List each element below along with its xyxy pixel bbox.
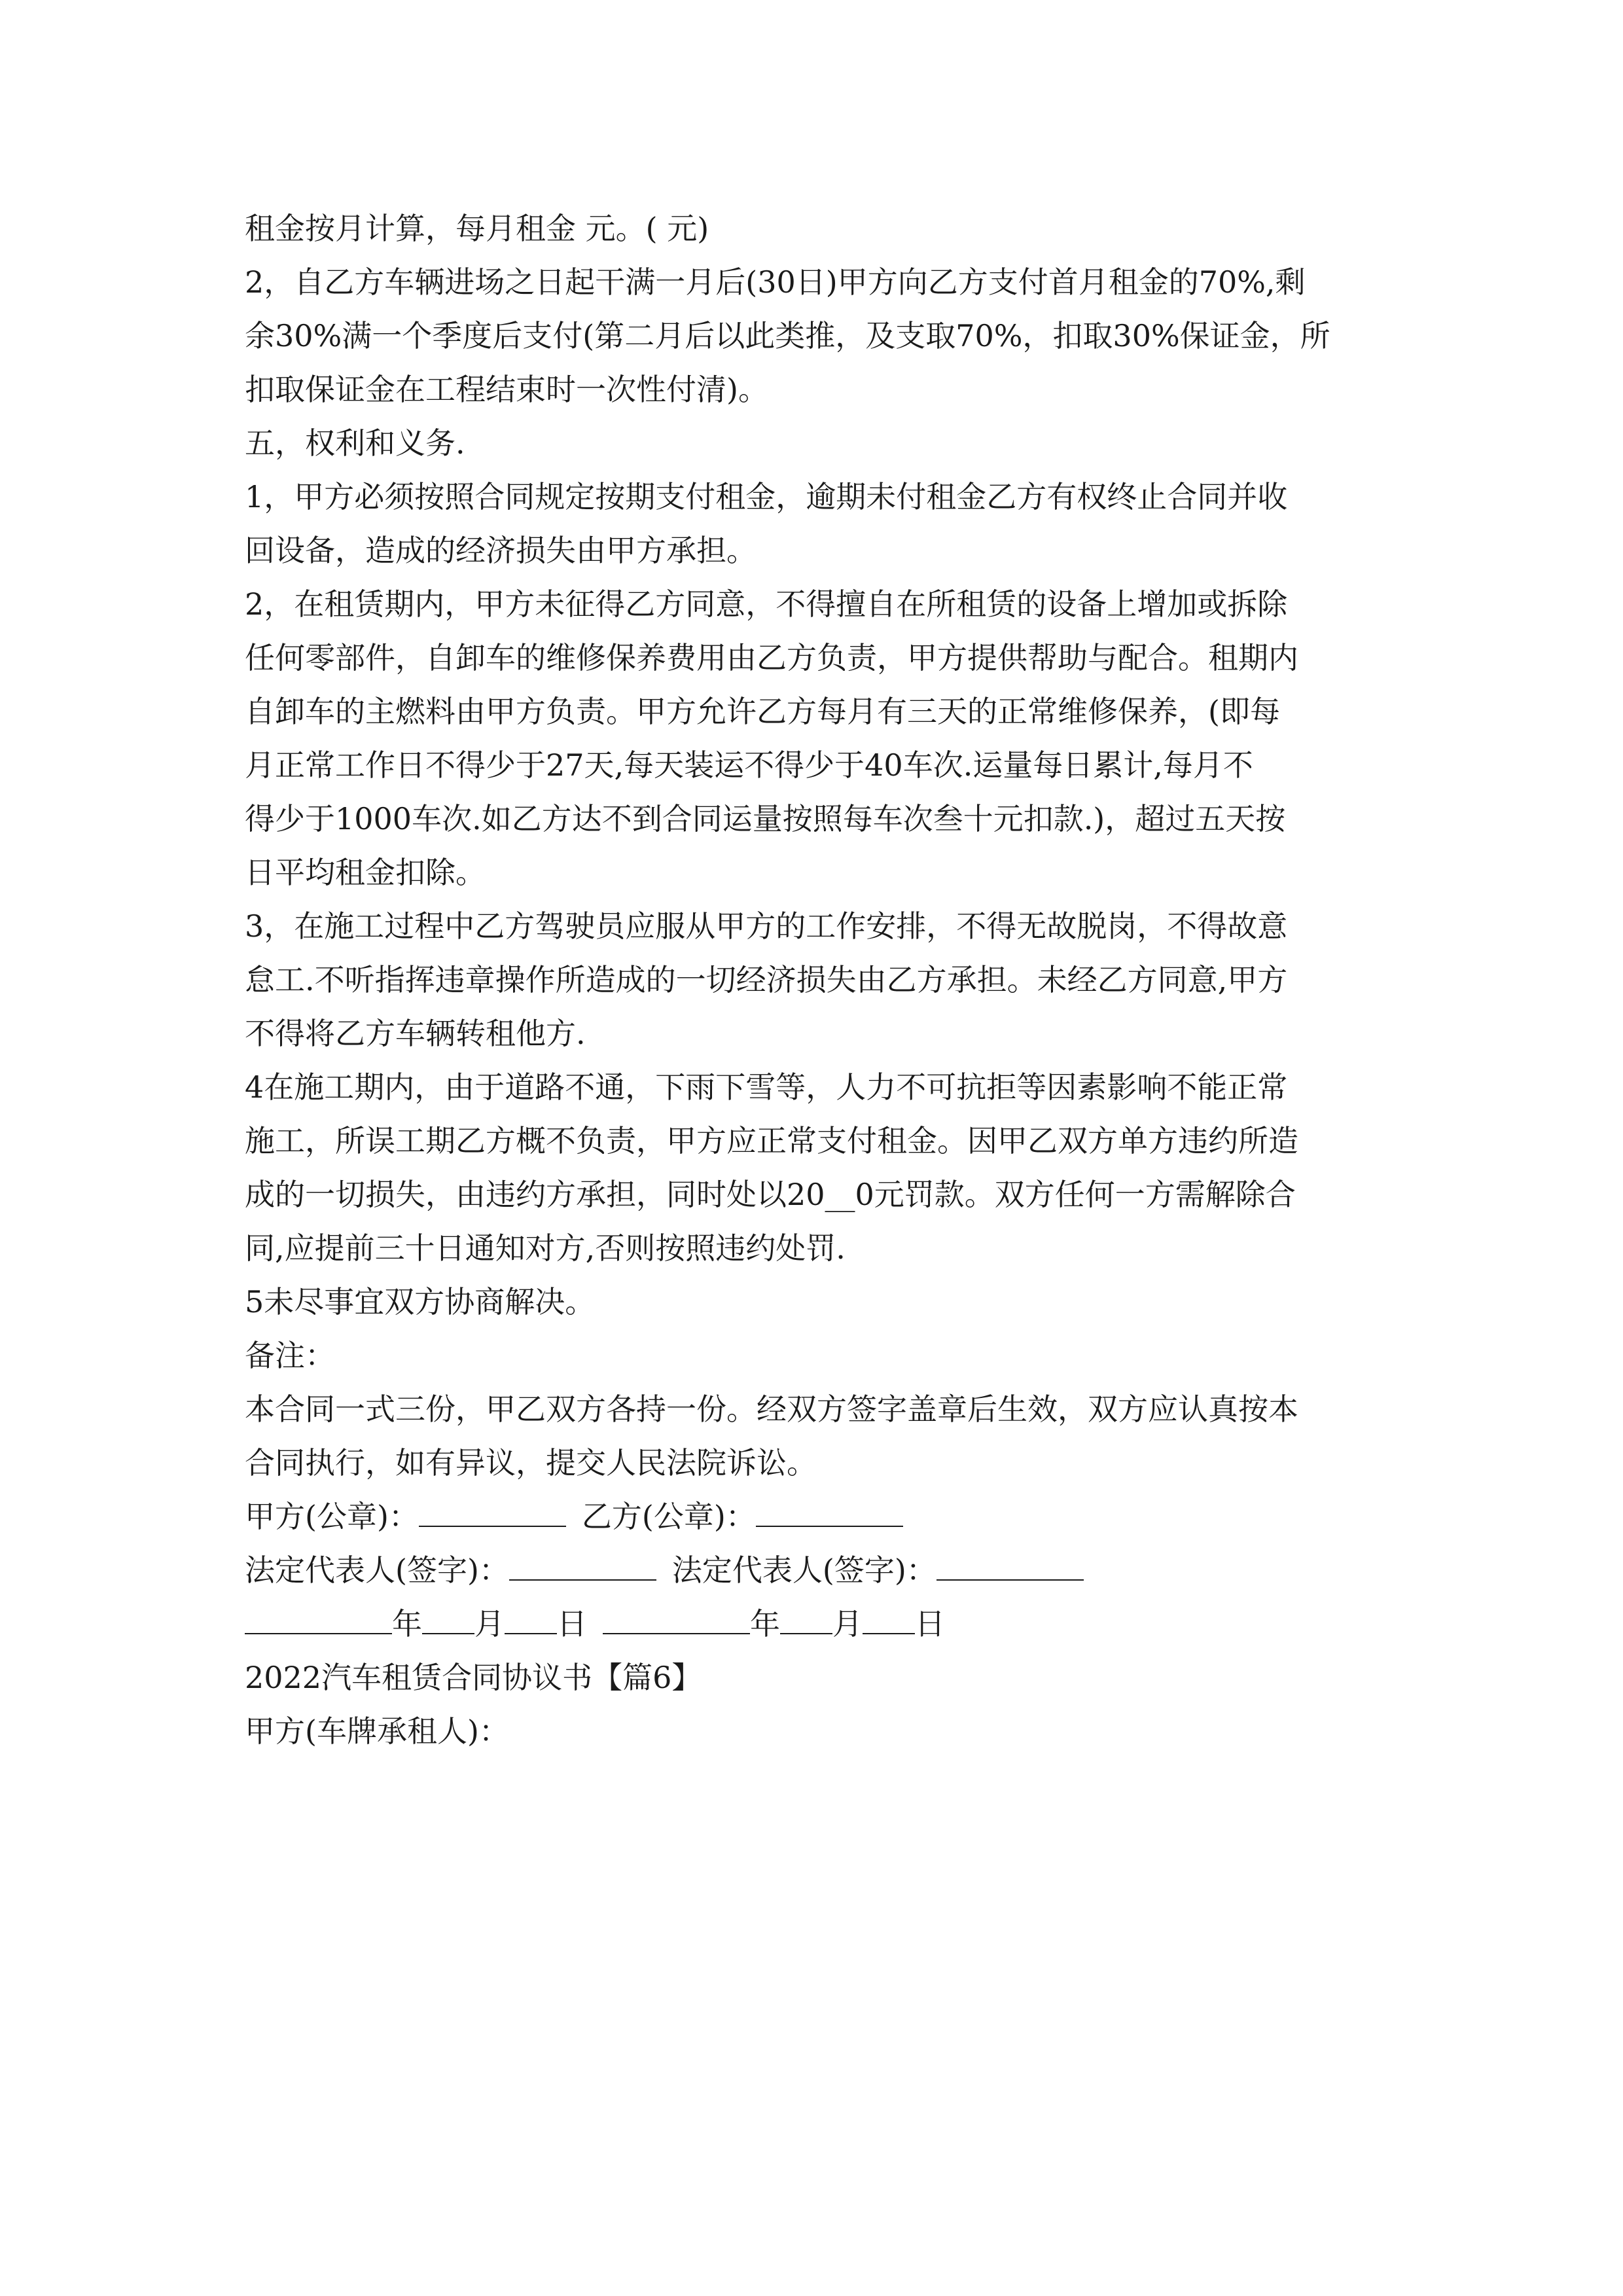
date-month-label: 月 — [474, 1606, 505, 1641]
text-line: 自卸车的主燃料由甲方负责。甲方允许乙方每月有三天的正常维修保养，(即每 — [245, 694, 1280, 729]
text-line: 施工，所误工期乙方概不负责，甲方应正常支付租金。因甲乙双方单方违约所造 — [245, 1123, 1298, 1158]
date-day-label: 日 — [915, 1606, 945, 1641]
remarks-label: 备注： — [245, 1338, 335, 1373]
text-line: 月正常工作日不得少于27天,每天装运不得少于40车次.运量每日累计,每月不 — [245, 747, 1253, 783]
signature-rep-row — [245, 1543, 1383, 1597]
text-line: 2，在租赁期内，甲方未征得乙方同意，不得擅自在所租赁的设备上增加或拆除 — [245, 586, 1288, 622]
section-heading: 五，权利和义务. — [245, 425, 465, 461]
text-line: 成的一切损失，由违约方承担，同时处以20__0元罚款。双方任何一方需解除合 — [245, 1177, 1296, 1212]
date-b-year-blank — [603, 1607, 750, 1634]
text-line: 怠工.不听指挥违章操作所造成的一切经济损失由乙方承担。未经乙方同意,甲方 — [245, 962, 1288, 997]
party-a-seal-label: 甲方(公章)： — [245, 1499, 419, 1534]
signature-date-row — [245, 1597, 1383, 1651]
date-b-month-blank — [780, 1607, 832, 1634]
text-line: 不得将乙方车辆转租他方. — [245, 1016, 586, 1051]
text-line: 1，甲方必须按照合同规定按期支付租金，逾期未付租金乙方有权终止合同并收 — [245, 479, 1288, 514]
text-line: 3，在施工过程中乙方驾驶员应服从甲方的工作安排，不得无故脱岗，不得故意 — [245, 908, 1288, 944]
signature-seal-row — [245, 1490, 1383, 1543]
text-line: 租金按月计算，每月租金 元。( 元) — [245, 211, 709, 246]
date-a-day-blank — [505, 1607, 557, 1634]
party-a-seal-blank — [419, 1499, 566, 1527]
text-line: 本合同一式三份，甲乙双方各持一份。经双方签字盖章后生效，双方应认真按本 — [245, 1391, 1298, 1427]
party-b-seal-blank — [756, 1499, 903, 1527]
text-line: 5未尽事宜双方协商解决。 — [245, 1284, 596, 1319]
text-line: 4在施工期内，由于道路不通，下雨下雪等，人力不可抗拒等因素影响不能正常 — [245, 1069, 1288, 1105]
party-b-seal-label: 乙方(公章)： — [581, 1499, 756, 1534]
party-b-rep-blank — [936, 1553, 1084, 1581]
date-a-month-blank — [422, 1607, 474, 1634]
text-line: 扣取保证金在工程结束时一次性付清)。 — [245, 372, 768, 407]
text-line: 任何零部件，自卸车的维修保养费用由乙方负责，甲方提供帮助与配合。租期内 — [245, 640, 1298, 675]
text-line: 回设备，造成的经济损失由甲方承担。 — [245, 533, 757, 568]
next-section-heading: 2022汽车租赁合同协议书【篇6】 — [245, 1660, 702, 1695]
date-month-label: 月 — [832, 1606, 863, 1641]
party-b-rep-label: 法定代表人(签字)： — [671, 1552, 936, 1588]
party-a-rep-label: 法定代表人(签字)： — [245, 1552, 509, 1588]
text-line: 合同执行，如有异议，提交人民法院诉讼。 — [245, 1445, 817, 1480]
text-line: 同,应提前三十日通知对方,否则按照违约处罚. — [245, 1230, 846, 1266]
document-body — [245, 202, 1383, 1758]
date-a-year-blank — [245, 1607, 392, 1634]
text-line: 得少于1000车次.如乙方达不到合同运量按照每车次叁十元扣款.)，超过五天按 — [245, 801, 1286, 836]
text-line: 余30%满一个季度后支付(第二月后以此类推，及支取70%，扣取30%保证金，所 — [245, 318, 1330, 353]
text-line: 日平均租金扣除。 — [245, 855, 486, 890]
next-party-label: 甲方(车牌承租人)： — [245, 1713, 509, 1749]
date-day-label: 日 — [557, 1606, 587, 1641]
text-line: 2，自乙方车辆进场之日起干满一月后(30日)甲方向乙方支付首月租金的70%,剩 — [245, 264, 1306, 300]
date-year-label: 年 — [392, 1606, 422, 1641]
date-b-day-blank — [863, 1607, 915, 1634]
date-year-label: 年 — [750, 1606, 780, 1641]
party-a-rep-blank — [509, 1553, 656, 1581]
